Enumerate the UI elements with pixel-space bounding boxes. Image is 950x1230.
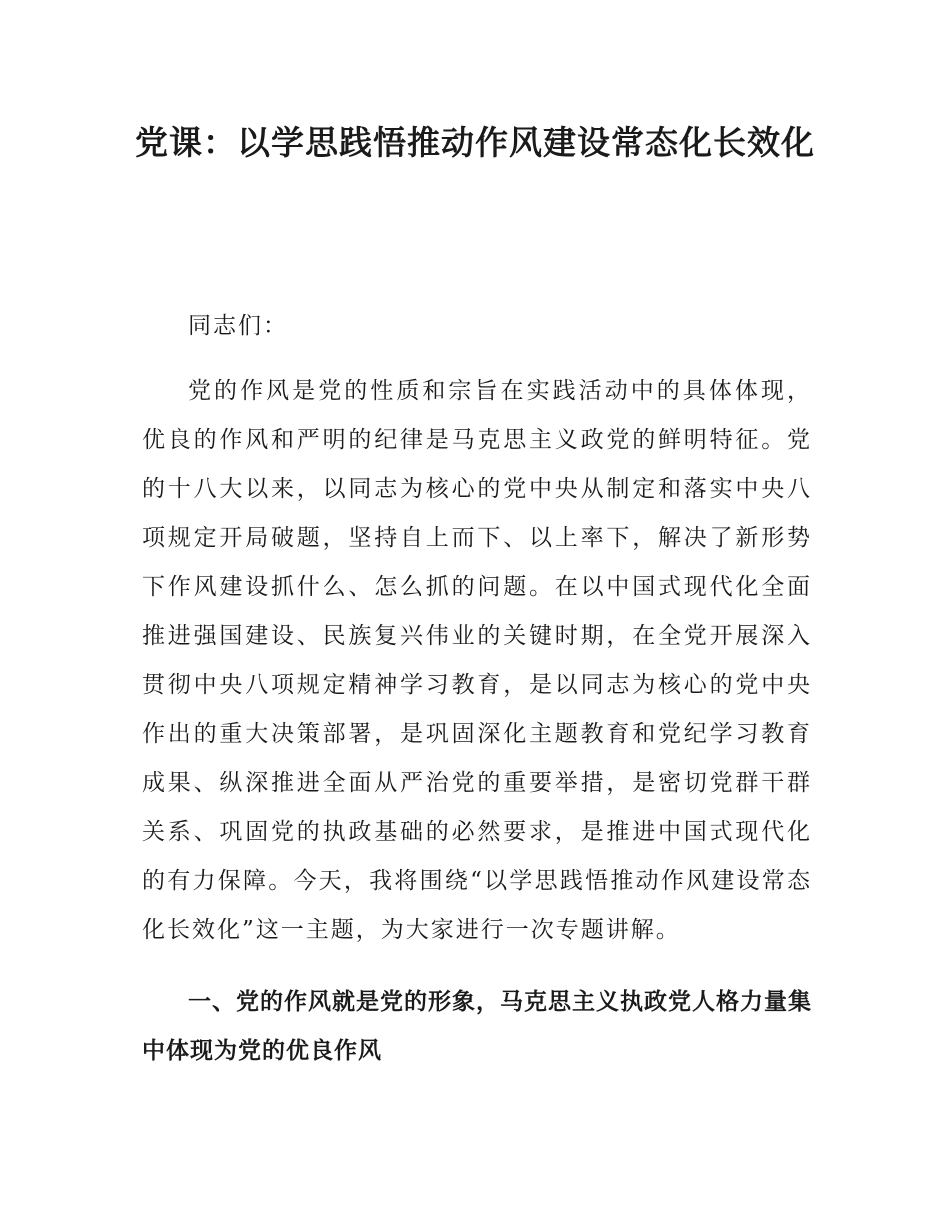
document-title: 党课：以学思践悟推动作风建设常态化长效化 — [135, 123, 815, 162]
body-paragraph: 党的作风是党的性质和宗旨在实践活动中的具体体现，优良的作风和严明的纪律是马克思主义政党的鲜明特征。党的十八大以来，以同志为核心的党中央从制定和落实中央八项规定开局破题，坚持自上而下、以上率下，解决了新形势下作风建设抓什么、怎么抓的问题。在以中国式现代化全面推进强国建设、民族复兴伟业的关键时期，在全党开展深入贯彻中央八项规定精神学习教育，是以同志为核心的党中央作出的重大决策部署，是巩固深化主题教育和党纪学习教育成果、纵深推进全面从严治党的重要举措，是密切党群干群关系、巩固党的执政基础的必然要求，是推进中国式现代化的有力保障。今天，我将围绕“以学思践悟推动作风建设常态化长效化”这一主题，为大家进行一次专题讲解。 — [142, 378, 812, 943]
section-heading: 一、党的作风就是党的形象，马克思主义执政党人格力量集中体现为党的优良作风 — [142, 989, 812, 1064]
salutation: 同志们： — [188, 313, 288, 339]
